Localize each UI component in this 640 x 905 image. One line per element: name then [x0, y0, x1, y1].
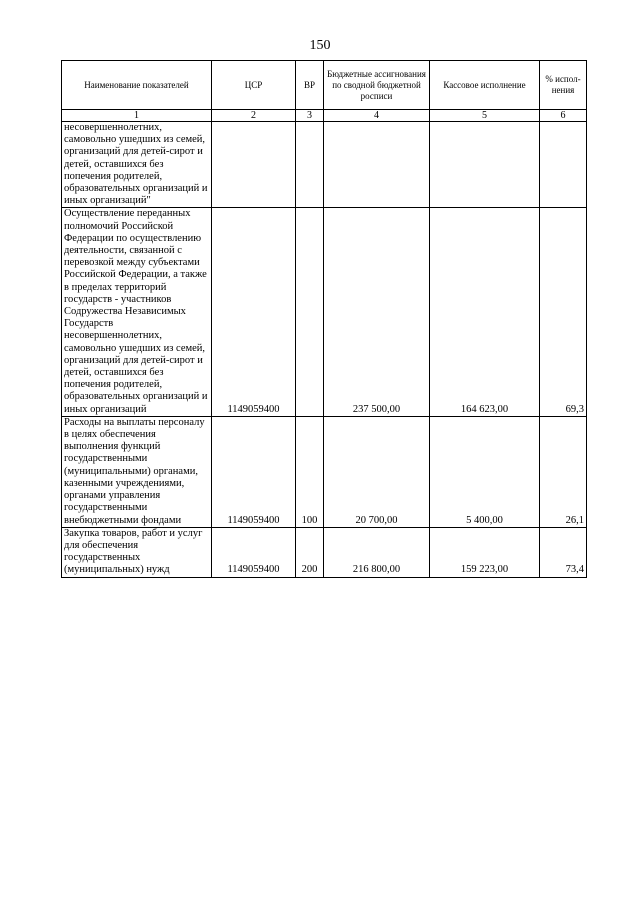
row-cash: [430, 122, 540, 208]
row-name: несовершеннолетних, самовольно ушедших из семей, организаций для детей-сирот и детей, оставшихся без попечения родителей, образовательных организаций и иных организаций": [62, 122, 212, 208]
row-vr: [296, 122, 324, 208]
table-header-row: [62, 61, 587, 110]
page-number: 150: [309, 38, 331, 53]
column-number: 5: [430, 110, 540, 122]
column-number: 2: [212, 110, 296, 122]
column-number: 3: [296, 110, 324, 122]
header-budget-allocations: Бюджетные ассигнования по сводной бюджетной росписи: [324, 61, 430, 110]
row-budget: 237 500,00: [324, 208, 430, 416]
row-percent: [540, 122, 587, 208]
header-indicator-name: Наименование показателей: [62, 61, 212, 110]
header-cash-execution: Кассовое исполнение: [430, 61, 540, 110]
row-vr: [296, 208, 324, 416]
row-percent: 69,3: [540, 208, 587, 416]
row-budget: 216 800,00: [324, 527, 430, 577]
row-vr: 200: [296, 527, 324, 577]
column-number: 6: [540, 110, 587, 122]
row-csr: [212, 122, 296, 208]
row-csr: 1149059400: [212, 416, 296, 527]
row-percent: 26,1: [540, 416, 587, 527]
row-budget: 20 700,00: [324, 416, 430, 527]
table-row: [62, 208, 587, 416]
row-cash: 5 400,00: [430, 416, 540, 527]
column-numbers-row: [62, 110, 587, 122]
column-number: 4: [324, 110, 430, 122]
row-cash: 164 623,00: [430, 208, 540, 416]
table-row: [62, 416, 587, 527]
header-csr: ЦСР: [212, 61, 296, 110]
table-row: [62, 527, 587, 577]
row-name: Закупка товаров, работ и услуг для обеспечения государственных (муниципальных) нужд: [62, 527, 212, 577]
row-cash: 159 223,00: [430, 527, 540, 577]
row-vr: 100: [296, 416, 324, 527]
table-row: [62, 122, 587, 208]
header-execution-percent: % испол-нения: [540, 61, 587, 110]
row-name: Расходы на выплаты персоналу в целях обеспечения выполнения функций государственными (муниципальными) органами, казенными учреждениями, органами управления государственными внебюджетными фондами: [62, 416, 212, 527]
budget-execution-table: [61, 60, 587, 578]
row-budget: [324, 122, 430, 208]
column-number: 1: [62, 110, 212, 122]
row-csr: 1149059400: [212, 527, 296, 577]
header-vr: ВР: [296, 61, 324, 110]
row-csr: 1149059400: [212, 208, 296, 416]
row-percent: 73,4: [540, 527, 587, 577]
row-name: Осуществление переданных полномочий Российской Федерации по осуществлению деятельности, связанной с перевозкой между субъектами Российской Федерации, а также в пределах территорий государств - участников Содружества Независимых Государств несовершеннолетних, самовольно ушедших из семей, организаций для детей-сирот и детей, оставшихся без попечения родителей, образовательных организаций и иных организаций: [62, 208, 212, 416]
